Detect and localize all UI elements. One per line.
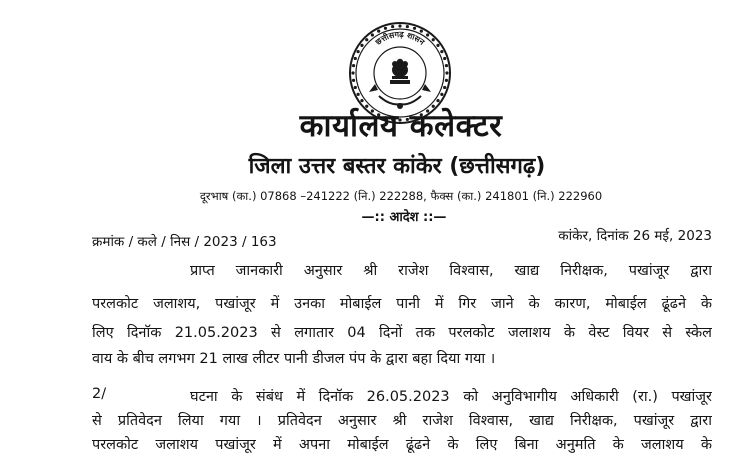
emblem-bead <box>351 71 354 74</box>
emblem-bead <box>420 30 423 33</box>
emblem-bead <box>432 38 435 41</box>
emblem-bead <box>426 33 429 36</box>
emblem-bead <box>413 27 416 30</box>
emblem-bead <box>391 25 394 28</box>
order-date: कांकेर, दिनांक 26 मई, 2023 <box>558 228 712 244</box>
emblem-bead <box>440 93 443 96</box>
emblem-bead <box>377 30 380 33</box>
para2-line-3: परलकोट जलाशय पखांजूर में अपना मोबाईल ढूंढने के लिए बिना अनुमति के जलाशय के <box>92 437 712 453</box>
emblem-bead <box>440 50 443 53</box>
emblem-bead <box>352 64 355 67</box>
reference-number: क्रमांक / कले / निस / 2023 / 163 <box>92 234 277 250</box>
office-title: कार्यालय कलेक्टर <box>299 108 503 144</box>
para2-line-1: घटना के संबंध में दिनॉक 26.05.2023 को अनुविभागीय अधिकारी (रा.) पखांजूर <box>190 389 712 405</box>
para1-line-3: लिए दिनॉक 21.05.2023 से लगातार 04 दिनों तक परलकोट जलाशय के वेस्ट वियर से स्केल <box>92 325 712 341</box>
para1-line-2: परलकोट जलाशय, पखांजूर में उनका मोबाईल पानी में गिर जाने के कारण, मोबाईल ढूंढने के <box>92 296 712 312</box>
emblem-bead <box>360 44 363 47</box>
emblem-bead <box>357 50 360 53</box>
emblem-bead <box>398 24 401 27</box>
district-title: जिला उत्तर बस्तर कांकेर (छत्तीसगढ़) <box>248 154 546 179</box>
emblem-bead <box>354 57 357 60</box>
order-heading: —:: आदेश ::— <box>361 210 447 225</box>
emblem-bead <box>445 64 448 67</box>
emblem-bead <box>436 44 439 47</box>
emblem-bead <box>406 25 409 28</box>
emblem-bead <box>371 33 374 36</box>
emblem-bead <box>357 93 360 96</box>
contact-line: दूरभाष (का.) 07868 –241222 (नि.) 222288, फैक्स (का.) 241801 (नि.) 222960 <box>199 189 603 203</box>
para1-line-4: वाय के बीच लगभग 21 लाख लीटर पानी डीजल पंप के द्वारा बहा दिया गया । <box>92 351 496 367</box>
emblem-bead <box>445 79 448 82</box>
emblem-bead <box>354 86 357 89</box>
emblem-bead <box>443 57 446 60</box>
para2-line-2: से प्रतिवेदन लिया गया । प्रतिवेदन अनुसार श्री राजेश विश्वास, खाद्य निरीक्षक, पखांजूर द्वारा <box>92 413 712 429</box>
emblem-bead <box>443 86 446 89</box>
emblem-bead <box>384 27 387 30</box>
emblem-bead <box>445 71 448 74</box>
emblem-bead <box>365 38 368 41</box>
emblem-bead <box>436 99 439 102</box>
emblem-bead <box>360 99 363 102</box>
para1-line-1: प्राप्त जानकारी अनुसार श्री राजेश विश्वास, खाद्य निरीक्षक, पखांजूर द्वारा <box>190 263 712 279</box>
para2-number: 2/ <box>92 386 107 402</box>
emblem-bead <box>352 79 355 82</box>
emblem-arc-text: छत्तीसगढ़ शासन <box>373 29 427 47</box>
